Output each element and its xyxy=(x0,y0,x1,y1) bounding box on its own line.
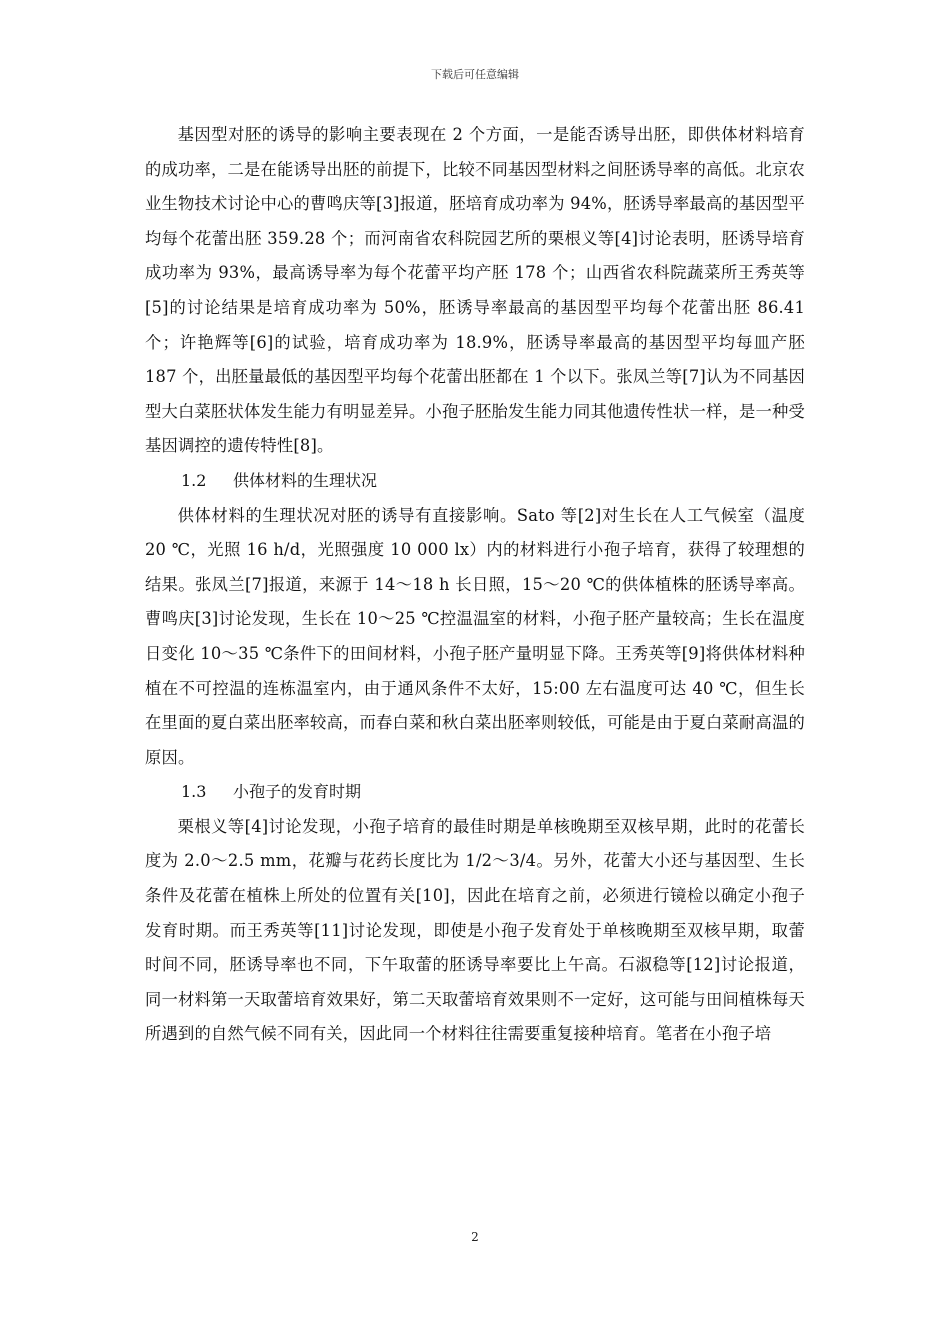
section-title: 小孢子的发育时期 xyxy=(233,782,362,802)
section-number: 1.2 xyxy=(181,470,207,490)
section-title: 供体材料的生理状况 xyxy=(233,470,378,490)
document-body xyxy=(145,118,805,1052)
page-number: 2 xyxy=(471,1230,479,1244)
paragraph-physiology: 供体材料的生理状况对胚的诱导有直接影响。Sato 等[2]对生长在人工气候室（温度 20 ℃，光照 16 h/d，光照强度 10 000 lx）内的材料进行小孢子培育，获得了较理想的结果。张凤兰[7]报道，来源于 14～18 h 长日照，15～20 ℃的供体植株的胚诱导率高。曹鸣庆[3]讨论发现，生长在 10～25 ℃控温温室的材料，小孢子胚产量较高；生长在温度日变化 10～35 ℃条件下的田间材料，小孢子胚产量明显下降。王秀英等[9]将供体材料种植在不可控温的连栋温室内，由于通风条件不太好，15:00 左右温度可达 40 ℃，但生长在里面的夏白菜出胚率较高，而春白菜和秋白菜出胚率则较低，可能是由于夏白菜耐高温的原因。 xyxy=(145,505,805,767)
paragraph-development-stage: 栗根义等[4]讨论发现，小孢子培育的最佳时期是单核晚期至双核早期，此时的花蕾长度为 2.0～2.5 mm，花瓣与花药长度比为 1/2～3/4。另外，花蕾大小还与基因型、生长条件及花蕾在植株上所处的位置有关[10]，因此在培育之前，必须进行镜检以确定小孢子发育时期。而王秀英等[11]讨论发现，即使是小孢子发育处于单核晚期至双核早期，取蕾时间不同，胚诱导率也不同，下午取蕾的胚诱导率要比上午高。石淑稳等[12]讨论报道，同一材料第一天取蕾培育效果好，第二天取蕾培育效果则不一定好，这可能与田间植株每天所遇到的自然气候不同有关，因此同一个材料往往需要重复接种培育。笔者在小孢子培 xyxy=(145,816,805,1044)
section-heading-1-2 xyxy=(145,464,805,499)
paragraph-genotype: 基因型对胚的诱导的影响主要表现在 2 个方面，一是能否诱导出胚，即供体材料培育的成功率，二是在能诱导出胚的前提下，比较不同基因型材料之间胚诱导率的高低。北京农业生物技术讨论中心的曹鸣庆等[3]报道，胚培育成功率为 94%，胚诱导率最高的基因型平均每个花蕾出胚 359.28 个；而河南省农科院园艺所的栗根义等[4]讨论表明，胚诱导培育成功率为 93%，最高诱导率为每个花蕾平均产胚 178 个；山西省农科院蔬菜所王秀英等[5]的讨论结果是培育成功率为 50%，胚诱导率最高的基因型平均每个花蕾出胚 86.41 个；许艳辉等[6]的试验，培育成功率为 18.9%，胚诱导率最高的基因型平均每皿产胚 187 个，出胚量最低的基因型平均每个花蕾出胚都在 1 个以下。张凤兰等[7]认为不同基因型大白菜胚状体发生能力有明显差异。小孢子胚胎发生能力同其他遗传性状一样，是一种受基因调控的遗传特性[8]。 xyxy=(145,125,805,456)
page-header: 下载后可任意编辑 xyxy=(431,68,519,81)
section-heading-1-3 xyxy=(145,775,805,810)
section-number: 1.3 xyxy=(181,782,207,802)
